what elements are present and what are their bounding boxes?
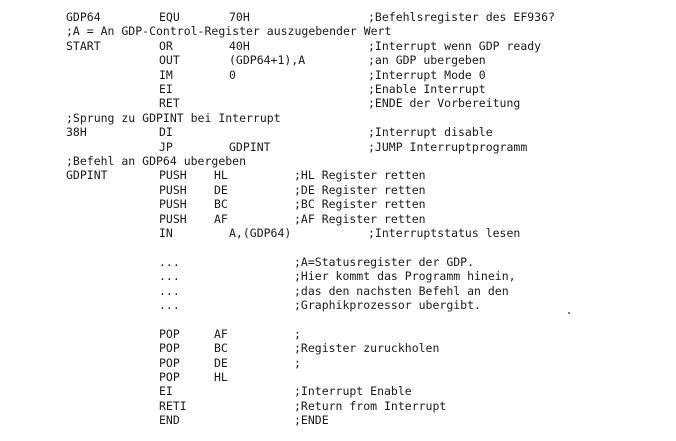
operand-field: DE (214, 355, 228, 370)
label-field: 38H (66, 125, 87, 140)
comment-field: ;Befehlsregister des EF936? (368, 10, 555, 24)
comment-field: ;HL Register retten (294, 168, 426, 183)
comment-field: ;JUMP Interruptprogramm (368, 139, 528, 154)
comment-field: ;Interrupt disable (368, 125, 493, 140)
operand-field: 40H (229, 38, 250, 53)
comment-text: ;Befehl an GDP64 ubergeben (66, 154, 247, 168)
opcode-field: IM (159, 67, 173, 82)
opcode-field: EQU (159, 10, 180, 24)
comment-field: ;Graphikprozessor ubergibt. (294, 298, 481, 312)
opcode-field: EI (159, 82, 173, 96)
comment-field: ;Interruptstatus lesen (368, 226, 521, 240)
opcode-field: OUT (159, 53, 180, 68)
opcode-field: RET (159, 96, 180, 111)
operand-field: A,(GDP64) (229, 226, 292, 240)
comment-field: ;BC Register retten (294, 197, 426, 212)
comment-field: ;Interrupt Mode 0 (368, 67, 486, 82)
opcode-field: EI (159, 384, 173, 399)
opcode-field: END (159, 413, 180, 428)
label-field: GDP64 (66, 10, 101, 24)
opcode-field: RETI (159, 398, 187, 413)
opcode-field: PUSH (159, 197, 187, 212)
opcode-field: OR (159, 38, 173, 53)
opcode-field: PUSH (159, 211, 187, 226)
opcode-field: ... (159, 283, 180, 298)
operand-field: AF (214, 326, 228, 341)
opcode-field: ... (159, 298, 180, 312)
comment-field: ;Hier kommt das Programm hinein, (294, 269, 516, 284)
opcode-field: ... (159, 269, 180, 284)
comment-field: ; (294, 355, 301, 370)
label-field: GDPINT (66, 168, 108, 183)
comment-text: ;Sprung zu GDPINT bei Interrupt (66, 110, 281, 125)
operand-field: AF (214, 211, 228, 226)
operand-field: BC (214, 197, 228, 212)
operand-field: 70H (229, 10, 250, 24)
opcode-field: POP (159, 370, 180, 384)
comment-field: ;ENDE der Vorbereitung (368, 96, 521, 111)
comment-field: ;an GDP ubergeben (368, 53, 486, 68)
operand-field: HL (214, 370, 228, 384)
opcode-field: PUSH (159, 168, 187, 183)
opcode-field: DI (159, 125, 173, 140)
operand-field: GDPINT (229, 139, 271, 154)
operand-field: DE (214, 182, 228, 197)
opcode-field: POP (159, 326, 180, 341)
comment-text: ;A = An GDP-Control-Register auszugebender Wert (66, 24, 392, 39)
opcode-field: IN (159, 226, 173, 240)
operand-field: 0 (229, 67, 236, 82)
label-field: START (66, 38, 101, 53)
comment-field: ;AF Register retten (294, 211, 426, 226)
comment-field: ;Register zuruckholen (294, 341, 440, 356)
opcode-field: JP (159, 139, 173, 154)
comment-field: ;A=Statusregister der GDP. (294, 254, 475, 269)
comment-field: ;Enable Interrupt (368, 82, 486, 96)
operand-field: BC (214, 341, 228, 356)
opcode-field: POP (159, 341, 180, 356)
comment-field: ;DE Register retten (294, 182, 426, 197)
comment-field: ;Interrupt Enable (294, 384, 412, 399)
operand-field: (GDP64+1),A (229, 53, 306, 68)
speck-mark (568, 312, 570, 314)
comment-field: ;Interrupt wenn GDP ready (368, 38, 542, 53)
operand-field: HL (214, 168, 228, 183)
comment-field: ;ENDE (294, 413, 329, 428)
comment-field: ;Return from Interrupt (294, 398, 447, 413)
opcode-field: PUSH (159, 182, 187, 197)
comment-field: ; (294, 326, 301, 341)
comment-field: ;das den nachsten Befehl an den (294, 283, 509, 298)
opcode-field: ... (159, 254, 180, 269)
opcode-field: POP (159, 355, 180, 370)
